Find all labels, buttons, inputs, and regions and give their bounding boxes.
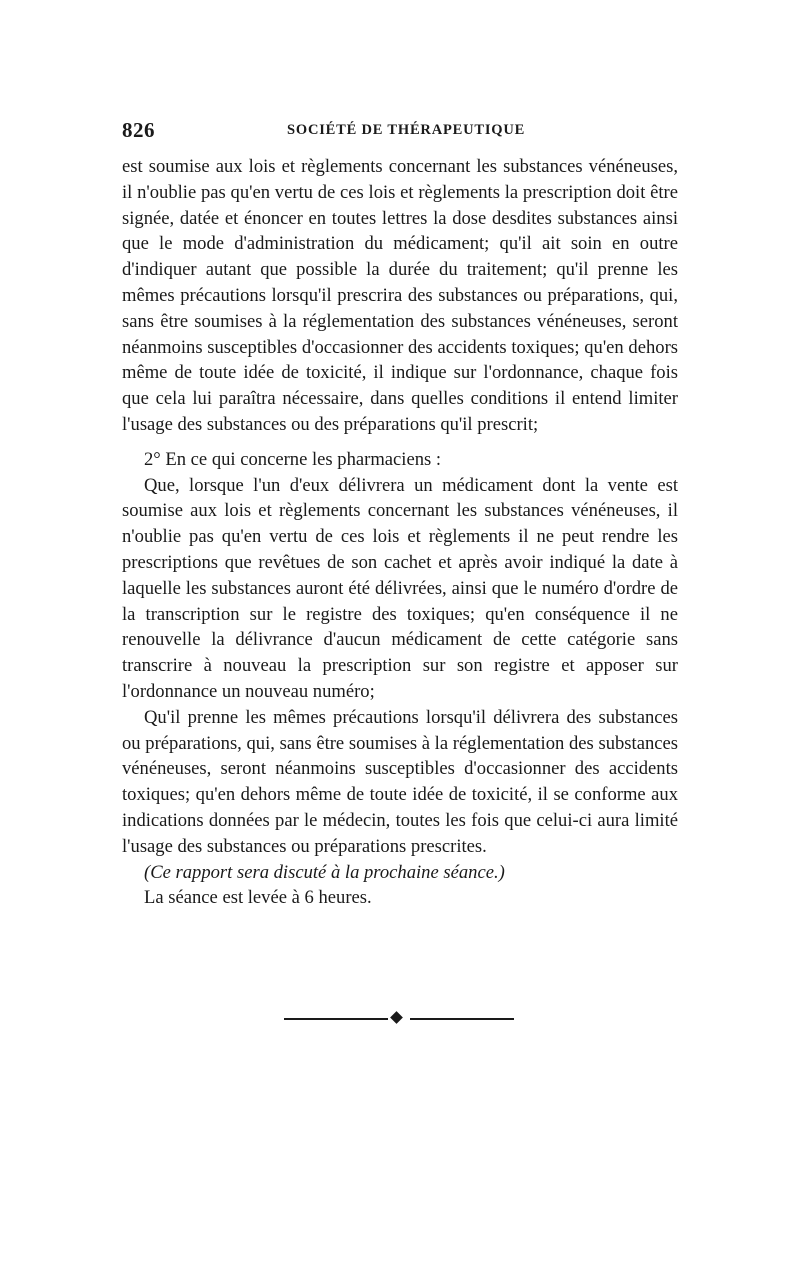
paragraph-pharmacists-precautions: Qu'il prenne les mêmes précautions lorsqu'il délivrera des substances ou préparations, qui, sans être soumises à la réglementation des substances vénéneuses, seront néanmoins susceptibles d'occasionner des accidents toxiques; qu'en dehors même de toute idée de toxicité, il se conforme aux indications données par le médecin, toutes les fois que celui-ci aura limité l'usage des substances ou préparations prescrites. xyxy=(122,706,678,857)
running-title: SOCIÉTÉ DE THÉRAPEUTIQUE xyxy=(287,122,526,138)
paragraph-physicians-continued: est soumise aux lois et règlements concernant les substances vénéneuses, il n'oublie pas qu'en vertu de ces lois et règlements la prescription doit être signée, datée et énoncer en toutes lettres la dose desdites substances ainsi que le mode d'administration du médicament; qu'il ait soin en outre d'indiquer autant que possible la durée du traitement; qu'il prenne les mêmes précautions lorsqu'il prescrira des substances ou préparations, qui, sans être soumises à la réglementation des substances vénéneuses, seront néanmoins susceptibles d'occasionner des accidents toxiques; qu'en dehors même de toute idée de toxicité, il indique sur l'ordonnance, chaque fois que cela lui paraîtra nécessaire, dans quelles conditions il entend limiter l'usage des substances ou des préparations qu'il prescrit; xyxy=(122,156,678,435)
ornament-rule-right xyxy=(410,1018,514,1020)
page-number: 826 xyxy=(122,118,155,142)
ornament-rule-left xyxy=(284,1018,388,1020)
running-header xyxy=(122,116,678,146)
paragraph-pharmacists-heading: 2° En ce qui concerne les pharmaciens : xyxy=(144,448,442,470)
body-text xyxy=(122,154,678,911)
ornament-diamond-icon xyxy=(390,1011,403,1024)
closing-ornament xyxy=(284,1012,514,1026)
closing-sentence: La séance est levée à 6 heures. xyxy=(144,887,372,909)
paragraph-pharmacists-delivery: Que, lorsque l'un d'eux délivrera un médicament dont la vente est soumise aux lois et règlements concernant les substances vénéneuses, il n'oublie pas qu'en vertu de ces lois et règlements il ne peut rendre les prescriptions que revêtues de son cachet et après avoir indiqué la date à laquelle les substances auront été délivrées, ainsi que le numéro d'ordre de la transcription sur le registre des toxiques; qu'en conséquence il ne renouvelle la délivrance d'aucun médicament de cette catégorie sans transcrire à nouveau la prescription sur son registre et apposer sur l'ordonnance un nouveau numéro; xyxy=(122,474,678,702)
editorial-note: (Ce rapport sera discuté à la prochaine séance.) xyxy=(144,861,505,883)
